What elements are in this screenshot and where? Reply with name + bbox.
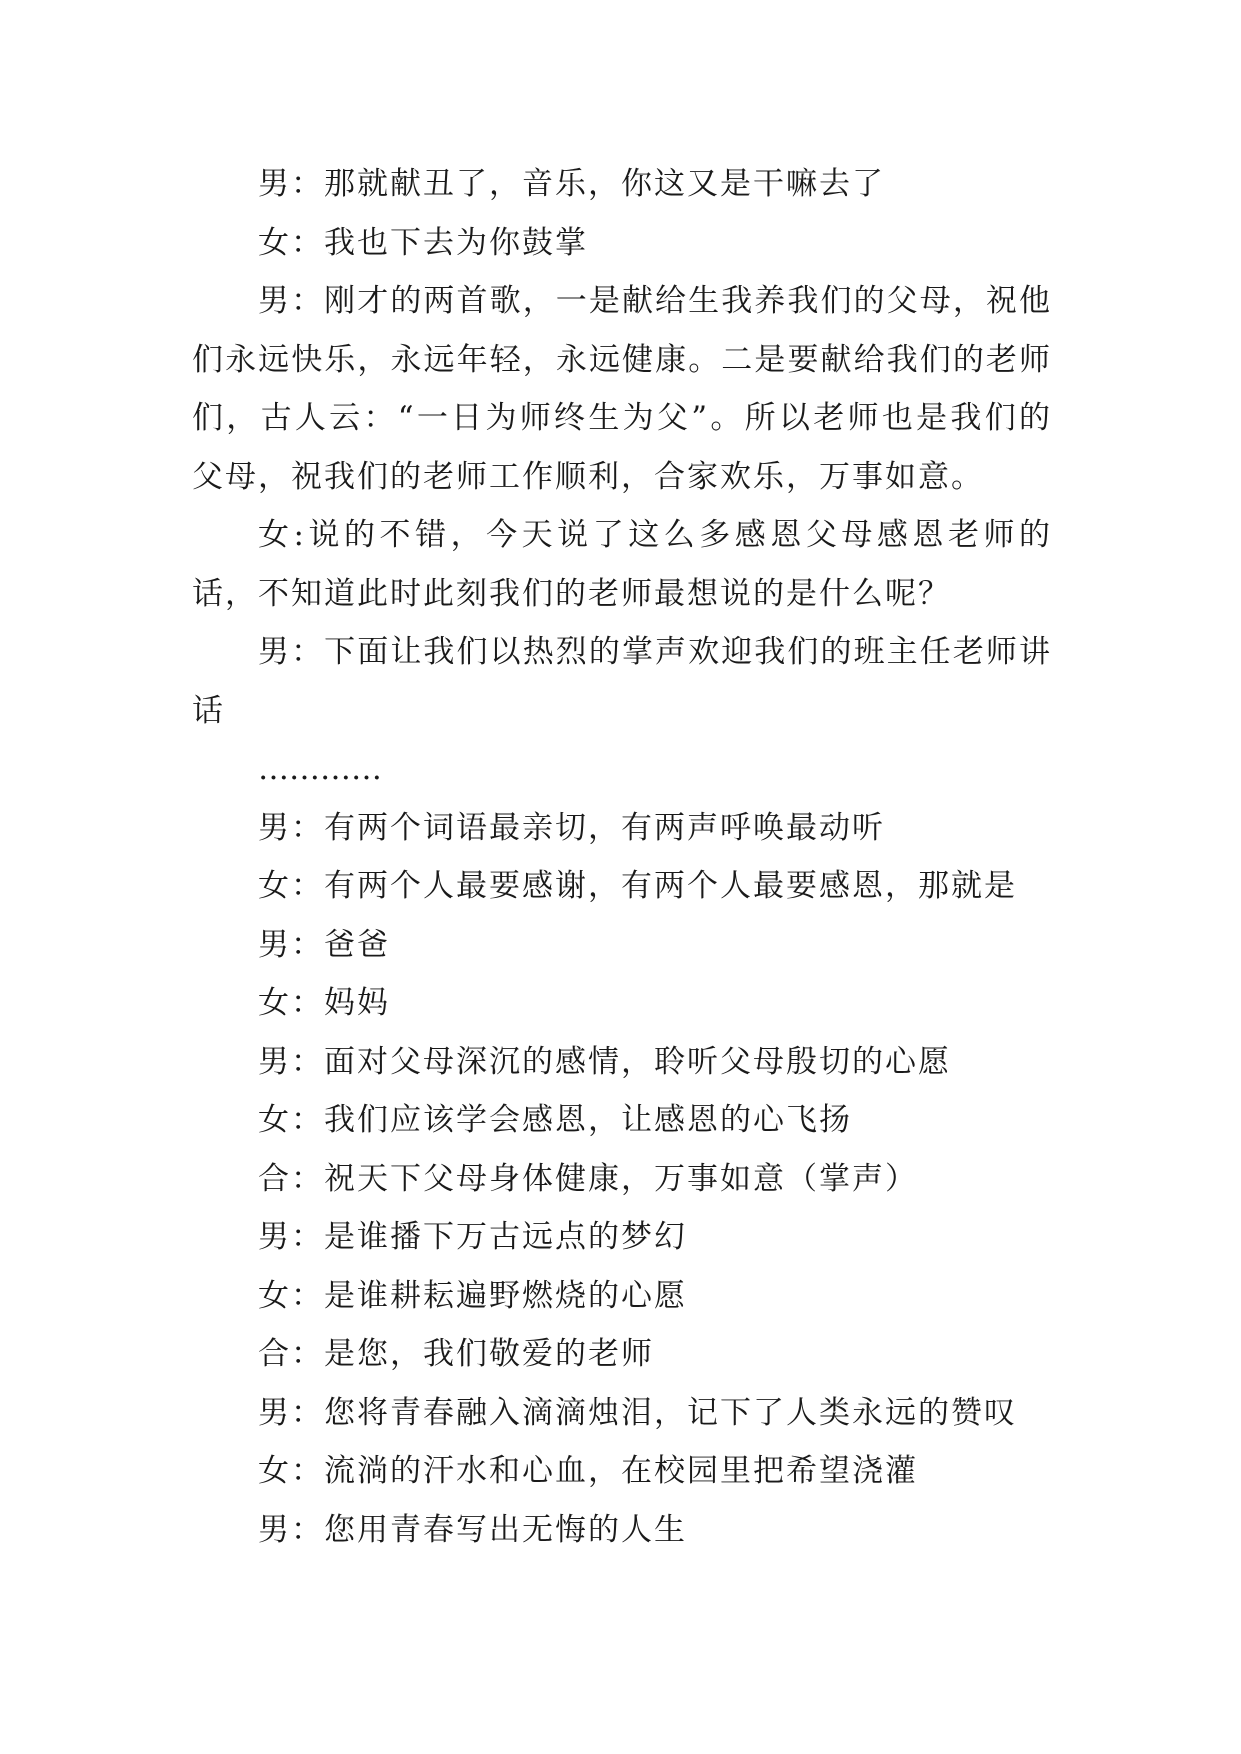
dialogue-line: 男：您用青春写出无悔的人生 — [258, 1511, 687, 1548]
dialogue-line: 女:说的不错，今天说了这么多感恩父母感恩老师的话，不知道此时此刻我们的老师最想说的是什么呢？ — [192, 517, 1052, 612]
dialogue-line: 女：我也下去为你鼓掌 — [258, 224, 588, 261]
document-body — [192, 155, 1052, 1559]
dialogue-line: 女：流淌的汗水和心血，在校园里把希望浇灌 — [258, 1453, 918, 1489]
dialogue-line: 男：爸爸 — [258, 926, 390, 963]
dialogue-line: 女：有两个人最要感谢，有两个人最要感恩，那就是 — [258, 868, 1017, 904]
dialogue-line: 合：祝天下父母身体健康，万事如意（掌声） — [258, 1160, 918, 1197]
dialogue-line: 女：是谁耕耘遍野燃烧的心愿 — [258, 1277, 687, 1314]
dialogue-line: 男：您将青春融入滴滴烛泪，记下了人类永远的赞叹 — [258, 1394, 1017, 1431]
dialogue-line: 女：妈妈 — [258, 985, 390, 1021]
dialogue-line: 男：下面让我们以热烈的掌声欢迎我们的班主任老师讲话 — [192, 634, 1052, 729]
dialogue-line: 合：是您，我们敬爱的老师 — [258, 1336, 654, 1372]
dialogue-line: 男：刚才的两首歌，一是献给生我养我们的父母，祝他们永远快乐，永远年轻，永远健康。二是要献给我们的老师们，古人云：“一日为师终生为父”。所以老师也是我们的父母，祝我们的老师工作顺利，合家欢乐，万事如意。 — [192, 283, 1052, 495]
dialogue-line: 男：那就献丑了，音乐，你这又是干嘛去了 — [258, 166, 885, 202]
dialogue-line: 女：我们应该学会感恩，让感恩的心飞扬 — [258, 1102, 852, 1138]
dialogue-line: 男：有两个词语最亲切，有两声呼唤最动听 — [258, 809, 885, 846]
ellipsis-line: ………… — [258, 751, 382, 787]
dialogue-line: 男：面对父母深沉的感情，聆听父母殷切的心愿 — [258, 1043, 951, 1080]
dialogue-line: 男：是谁播下万古远点的梦幻 — [258, 1219, 687, 1255]
